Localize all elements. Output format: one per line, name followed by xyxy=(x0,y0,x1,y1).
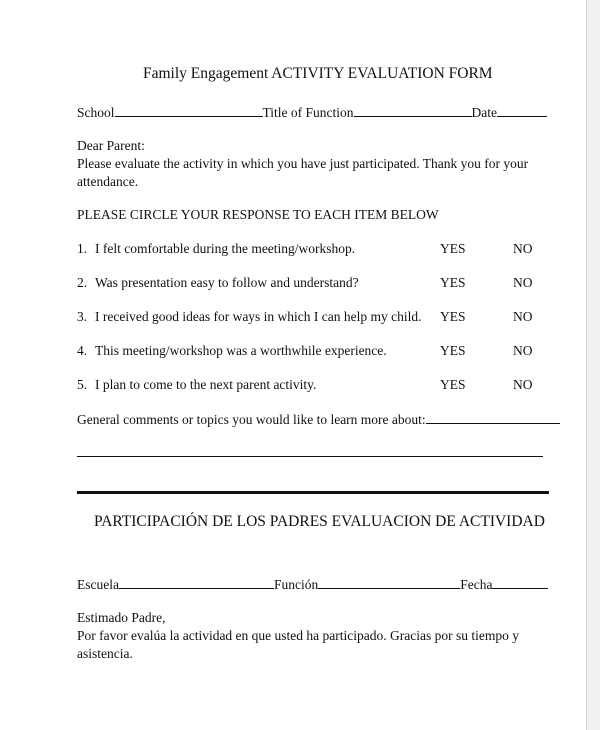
header-fields-row xyxy=(77,104,547,121)
question-number: 1. xyxy=(77,241,88,256)
yes-option[interactable]: YES xyxy=(440,343,466,358)
escuela-label: Escuela xyxy=(77,577,119,592)
funcion-label: Función xyxy=(273,577,319,592)
yes-option[interactable]: YES xyxy=(440,309,466,324)
escuela-blank[interactable] xyxy=(119,576,274,589)
spanish-greeting: Estimado Padre, xyxy=(77,610,166,625)
yes-option[interactable]: YES xyxy=(440,275,466,290)
question-number: 5. xyxy=(77,377,88,392)
fecha-label: Fecha xyxy=(460,577,493,592)
comments-label: General comments or topics you would like to learn more about: xyxy=(77,412,426,427)
fecha-blank[interactable] xyxy=(492,576,548,589)
intro-line-2: attendance. xyxy=(77,174,139,189)
no-option[interactable]: NO xyxy=(513,309,533,324)
comments-line[interactable] xyxy=(77,456,543,457)
no-option[interactable]: NO xyxy=(513,377,533,392)
question-text: This meeting/workshop was a worthwhile experience. xyxy=(95,343,387,358)
intro-line-1: Please evaluate the activity in which you have just participated. Thank you for your xyxy=(77,156,529,171)
comments-blank[interactable] xyxy=(426,411,560,424)
school-blank[interactable] xyxy=(115,104,263,117)
form-title: Family Engagement ACTIVITY EVALUATION FORM xyxy=(143,65,493,82)
question-text: I felt comfortable during the meeting/workshop. xyxy=(95,241,356,256)
spanish-intro-line-1: Por favor evalúa la actividad en que usted ha participado. Gracias por su tiempo y xyxy=(77,628,519,643)
no-option[interactable]: NO xyxy=(513,275,533,290)
instruction: PLEASE CIRCLE YOUR RESPONSE TO EACH ITEM BELOW xyxy=(77,207,439,222)
no-option[interactable]: NO xyxy=(513,241,533,256)
spanish-header-fields-row xyxy=(77,576,548,593)
date-label: Date xyxy=(471,105,498,120)
date-blank[interactable] xyxy=(497,104,547,117)
question-number: 3. xyxy=(77,309,88,324)
school-label: School xyxy=(77,105,115,120)
section-divider xyxy=(77,491,549,494)
question-number: 2. xyxy=(77,275,88,290)
comments-row xyxy=(77,411,560,428)
yes-option[interactable]: YES xyxy=(440,377,466,392)
question-text: I plan to come to the next parent activity. xyxy=(95,377,317,392)
no-option[interactable]: NO xyxy=(513,343,533,358)
spanish-title: PARTICIPACIÓN DE LOS PADRES EVALUACION DE ACTIVIDAD xyxy=(94,513,545,530)
question-text: Was presentation easy to follow and understand? xyxy=(95,275,359,290)
function-blank[interactable] xyxy=(354,104,472,117)
funcion-blank[interactable] xyxy=(318,576,460,589)
question-number: 4. xyxy=(77,343,88,358)
yes-option[interactable]: YES xyxy=(440,241,466,256)
function-label: Title of Function xyxy=(262,105,354,120)
question-text: I received good ideas for ways in which I can help my child. xyxy=(95,309,422,324)
spanish-intro-line-2: asistencia. xyxy=(77,646,133,661)
greeting: Dear Parent: xyxy=(77,138,145,153)
